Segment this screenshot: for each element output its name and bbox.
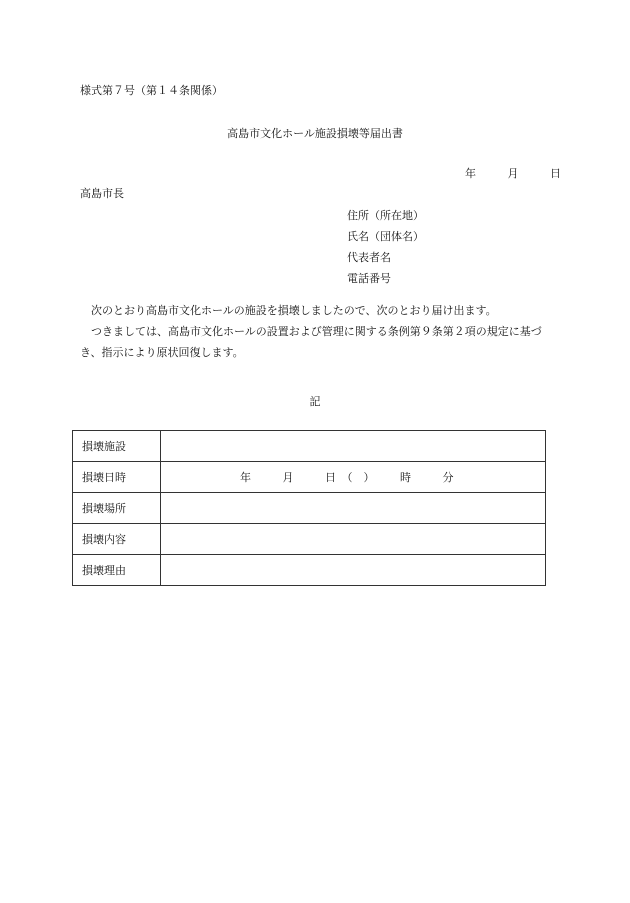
row-label: 損壊理由 xyxy=(73,555,161,586)
addressee: 高島市長 xyxy=(80,187,124,200)
date-month-label: 月 xyxy=(507,167,519,180)
damage-reason-field[interactable] xyxy=(161,555,546,586)
dt-month: 月 xyxy=(282,471,294,484)
table-row xyxy=(73,462,546,493)
row-label: 損壊内容 xyxy=(73,524,161,555)
applicant-block xyxy=(347,205,424,289)
dt-weekday: （ ） xyxy=(341,471,375,484)
damage-location-field[interactable] xyxy=(161,493,546,524)
dt-day: 日 xyxy=(325,471,336,484)
table-row xyxy=(73,493,546,524)
damage-datetime-field[interactable] xyxy=(161,462,546,493)
row-label: 損壊日時 xyxy=(73,462,161,493)
row-label: 損壊施設 xyxy=(73,431,161,462)
dt-minute: 分 xyxy=(442,471,454,484)
address-label: 住所（所在地） xyxy=(347,209,424,222)
date-day-label: 日 xyxy=(550,167,561,180)
table-row xyxy=(73,555,546,586)
phone-label: 電話番号 xyxy=(347,272,391,285)
submission-date xyxy=(465,165,561,181)
body-paragraph-2: つきましては、高島市文化ホールの設置および管理に関する条例第９条第２項の規定に基づき、指示により原状回復します。 xyxy=(80,325,542,359)
page-title: 高島市文化ホール施設損壊等届出書 xyxy=(227,127,403,140)
body-paragraph-1: 次のとおり高島市文化ホールの施設を損壊しましたので、次のとおり届け出ます。 xyxy=(91,304,497,317)
form-number: 様式第７号（第１４条関係） xyxy=(80,84,223,97)
row-label: 損壊場所 xyxy=(73,493,161,524)
damage-content-field[interactable] xyxy=(161,524,546,555)
table-row xyxy=(73,524,546,555)
name-label: 氏名（団体名） xyxy=(347,230,424,243)
dt-hour: 時 xyxy=(400,471,411,484)
ki-heading: 記 xyxy=(309,395,321,408)
body-text xyxy=(80,300,550,363)
representative-label: 代表者名 xyxy=(347,251,391,264)
damaged-facility-field[interactable] xyxy=(161,431,546,462)
date-year-label: 年 xyxy=(465,167,476,180)
damage-details-table xyxy=(72,430,546,586)
table-row xyxy=(73,431,546,462)
dt-year: 年 xyxy=(240,471,251,484)
